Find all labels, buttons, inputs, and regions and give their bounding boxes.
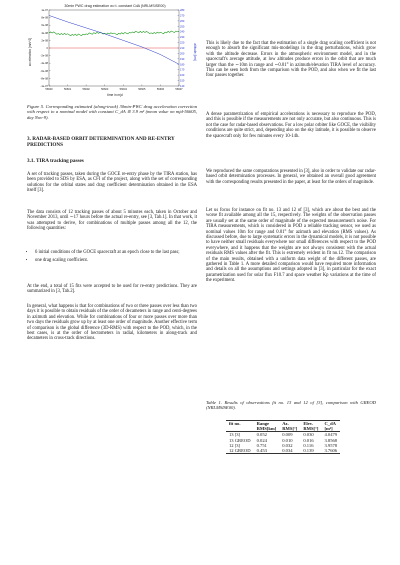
paragraph: A dense parametrization of empirical accelerations is necessary to reproduce the POD, and this is possible if the measurements are not only accurate, but also continuous. This is not the case for radar-based observations. For a low polar orbiter like GOCE, the visibility conditions are quite strict, and, depending also on the sky latitude, it is possible to observe the spacecraft only for few minutes every 10-14h. (206, 112, 376, 139)
table-cell: 0.139 (303, 448, 314, 454)
y-tick-label: 6e-08 (41, 24, 48, 28)
y-axis-label-left: acceleration [m/s^2] (28, 37, 32, 67)
y2-tick-label: 260 (180, 19, 185, 23)
plot-area (41, 8, 185, 91)
y2-tick-label: 210 (180, 47, 185, 50)
table-cell: 0.016 (303, 437, 314, 443)
subsection-title: 3.1. TIRA tracking passes (27, 158, 84, 164)
table-cell: 0.116 (303, 442, 314, 448)
y-tick-label: -4e-08 (40, 62, 48, 66)
table-cell: 3.7606 (324, 448, 338, 454)
paragraph: This is likely due to the fact that the estimation of a single drag scaling coefficient is not enough to absorb the significant mis-modelings in the drag perturbations, which grow with the altitude decrease. Errors in the atmospheric environment model, and in the spacecraft's average attitude, at low altitudes produce errors in the orbit that are much larger than the ∼10m in range and ∼0.01° in azimuth/elevation TIRA level of accuracy. This can be seen both from the comparison with the POD, and also when we fit the last four passes together. (206, 41, 376, 79)
table-cell: 0.751 (256, 442, 267, 448)
table-cell: 13 [3] (229, 432, 241, 438)
table-cell: 0.024 (256, 437, 267, 443)
table-cell: 0.032 (282, 442, 293, 448)
paragraph: A set of tracking passes, taken during the GOCE re-entry phase by the TIRA station, has been provided to SDS by ESA, as CFI of the project, along with the set of corresponding solutions for the orbital states and drag coefficient determination obtained in the ESA itself [3]. (27, 172, 197, 194)
x-tick-label: 56601 (63, 88, 72, 91)
y-tick-label: 0 (46, 47, 48, 50)
y2-tick-label: 280 (180, 9, 185, 12)
y2-tick-label: 150 (180, 79, 185, 83)
drag-series-line (49, 31, 179, 36)
table-cell: 0.453 (256, 448, 267, 454)
table-cell: 0.009 (282, 432, 293, 438)
x-tick-label: 56604 (119, 88, 127, 91)
paragraph: At the end, a total of 15 fits were accepted to be used for re-entry predictions. They are summarized in [3, Tab.2]. (27, 284, 197, 295)
results-table (226, 420, 340, 454)
table-cell: 4.0479 (324, 432, 338, 438)
y-tick-label: -6e-08 (40, 69, 48, 73)
table-cell: 0.010 (282, 437, 293, 443)
y-axis-label-right: altitude [km] (193, 43, 197, 61)
table-header-cell: Range (256, 421, 270, 426)
paragraph: In general, what happens is that for combinations of two or three passes over less than two days it is possible to obtain residuals of the order of decameters in range and centi-degrees in azimuth and elevation. While for combinations of four or more passes over more than two days the residuals grow up by at least one order of magnitude. Another effective term of comparison is the global difference (3D-RMS) with respect to the POD, which, in the best cases, is at the order of hectometers in radial, kilometers in along-track and decameters in cross-track directions. (27, 304, 197, 342)
y2-tick-label: 180 (180, 63, 185, 67)
list-item: • one drag scaling coefficient. (35, 258, 197, 263)
y-tick-label: 1e-07 (41, 9, 48, 12)
chart-title: 30min PWC drag estimation w.r.t. constant CdA (NRLMSISE00) (64, 4, 166, 8)
table-header-cell: Elev. (303, 421, 313, 426)
table-cell: 0.052 (256, 432, 267, 438)
table-cell: 0.034 (282, 448, 293, 454)
altitude-series-line (46, 15, 179, 64)
y2-tick-label: 220 (180, 41, 185, 45)
y2-tick-label: 200 (180, 52, 185, 56)
table-header-cell: RMS[°] (303, 426, 319, 432)
bullet-list (27, 250, 197, 264)
table-header-cell: RMS[km] (256, 426, 277, 432)
x-axis-label: time in mjd (107, 93, 123, 97)
table-caption: Table 1. Results of observations fit no. 13 and 12 of [3], comparison with GREOD (NRLMSISE00). (206, 400, 376, 411)
list-item: • 6 initial conditions of the GOCE spacecraft at an epoch close to the last pass; (35, 250, 197, 255)
x-tick-label: 56600 (45, 88, 53, 91)
y2-tick-label: 270 (180, 14, 185, 18)
y-tick-label: -8e-08 (40, 77, 48, 81)
table-header-cell: [m²] (324, 426, 333, 432)
y2-tick-label: 160 (180, 74, 185, 78)
x-tick-label: 56607 (175, 88, 183, 91)
table-header-cell: fit no. (229, 421, 241, 426)
y2-tick-label: 170 (180, 68, 185, 72)
paragraph: The data consists of 12 tracking passes of about 5 minutes each, taken in October and November 2013, until ∼17 hours before the actual re-entry, see [3, Tab.1]. In that work, it was attempted to derive, for combinations of multiple passes among all the 12, the following quantities: (27, 210, 197, 232)
table-cell: 3.8568 (324, 437, 338, 443)
table-cell: 12 GREOD (229, 448, 251, 454)
paragraph: We reproduced the same computations presented in [3], also in order to validate our radar-based orbit determination processes. In general, we obtained an overall good agreement with the corresponding results presented in the paper, at least for the orders of magnitude. (206, 169, 376, 185)
x-tick-label: 56605 (138, 88, 146, 91)
y2-tick-label: 140 (180, 85, 185, 88)
y-tick-label: 4e-08 (41, 31, 48, 35)
paragraph: Let us focus for instance on fit no. 13 and 12 of [3], which are about the best and the worse fit available among all the 15, respectively. The weights of the observation passes are usually set at the same order of magnitude of the expected measurement's noise. For TIRA measurements, which is considered in POD a reliable tracking sensor, we used as nominal values 10m for range and 0.01° for azimuth and elevation (RMS values). As discussed before, due to large systematic errors in the dynamical models, it is not possible to have neither small residuals everywhere nor small differences with respect to the POD everywhere, and it happens that the weights are not always consistent with the actual residuals RMS values after the fit. This is extremely evident in fit no.12. The comparison of the main results, obtained with a uniform data weight of the different passes, are gathered in Table 1. A more detailed comparison would have required more information and details on all the assumptions and settings adopted in [3], in particular for the exact parametrization used for solar flux F10.7 and space weather Kp variations at the time of the experiment. (206, 208, 376, 284)
x-tick-label: 56606 (156, 88, 165, 91)
y-tick-label: 8e-08 (41, 16, 48, 20)
table-cell: 13 GREOD (229, 437, 251, 443)
y2-tick-label: 190 (180, 57, 185, 61)
table-cell: 0.030 (303, 432, 314, 438)
figure-caption: Figure 5. Corresponding estimated (along-track) 30min-PWC drag acceleration correction with respect to a nominal model with constant C_dA ≅ 3.9 m² (mean value on mjd-56605, day Nov-9). (27, 104, 197, 120)
table-header-cell: Az. (282, 421, 289, 426)
y2-tick-label: 240 (180, 30, 185, 34)
section-title: 3. RADAR-BASED ORBIT DETERMINATION AND RE-ENTRY PREDICTIONS (27, 136, 175, 148)
y-tick-label: -1e-07 (40, 85, 48, 88)
table-row (226, 448, 340, 454)
table-header-cell: C_dA (324, 421, 336, 426)
x-tick-label: 56602 (82, 88, 90, 91)
y-tick-label: 2e-08 (41, 39, 48, 43)
y2-tick-label: 250 (180, 25, 185, 29)
table-header-cell: RMS[°] (282, 426, 298, 432)
x-tick-label: 56603 (101, 88, 109, 91)
y-tick-label: -2e-08 (40, 54, 48, 58)
table-cell: 12 [3] (229, 442, 241, 448)
drag-correction-figure (27, 0, 197, 98)
y2-tick-label: 230 (180, 36, 185, 40)
table-cell: 3.9578 (324, 442, 338, 448)
